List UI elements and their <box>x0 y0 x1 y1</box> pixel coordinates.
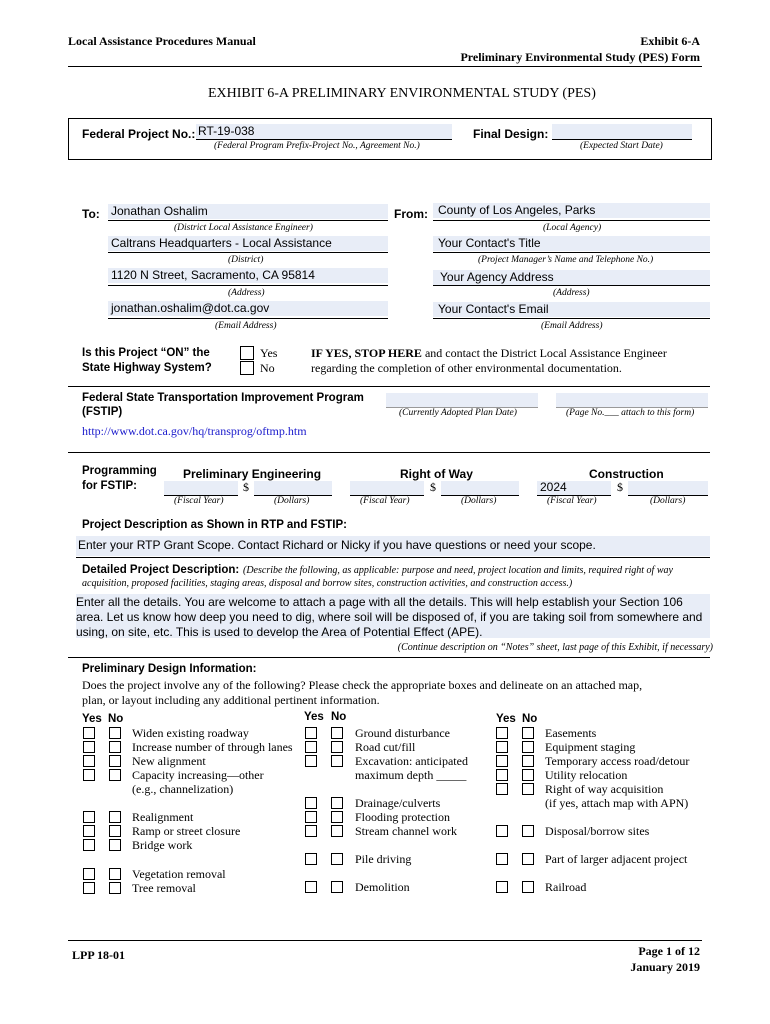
detailed-value: Enter all the details. You are welcome to attach a page with all the details. This will help establish your Section 106 area. Let us know how deep you need to dig, where soil will be disposed of, if you are taking soil from somewhere and using, on site, etc. This is used to develop the Area of Potential Effect (APE). <box>76 595 703 639</box>
shs-question-line2: State Highway System? <box>82 362 212 374</box>
final-design-field[interactable] <box>552 124 692 139</box>
to-name-caption: (District Local Assistance Engineer) <box>174 223 313 233</box>
design-question-line1: Does the project involve any of the following? Please check the appropriate boxes and delineate on an attached map, <box>82 678 643 692</box>
shs-yes-label: Yes <box>260 346 278 360</box>
equipment-staging-no-checkbox[interactable] <box>522 741 534 753</box>
ramp-closure-no-checkbox[interactable] <box>109 825 121 837</box>
row-fiscal-year-field[interactable] <box>350 481 424 495</box>
ground-disturbance-label: Ground disturbance <box>355 726 450 740</box>
easements-no-checkbox[interactable] <box>522 727 534 739</box>
design-question-line2: plan, or layout including any additional pertinent information. <box>82 693 380 707</box>
stream-channel-label: Stream channel work <box>355 824 457 838</box>
row-dollars-field[interactable] <box>441 481 519 495</box>
capacity-yes-checkbox[interactable] <box>83 769 95 781</box>
col1-no-header: No <box>108 713 124 725</box>
fstip-plan-date-field[interactable] <box>386 393 538 407</box>
from-address: Your Agency Address <box>440 270 554 284</box>
federal-project-label: Federal Project No.: <box>82 127 196 141</box>
pe-dollars-field[interactable] <box>254 481 332 495</box>
fstip-label-line2: (FSTIP) <box>82 406 123 418</box>
realignment-yes-checkbox[interactable] <box>83 811 95 823</box>
fstip-link[interactable]: http://www.dot.ca.gov/hq/transprog/oftmp.htm <box>82 424 307 438</box>
road-cut-yes-checkbox[interactable] <box>305 741 317 753</box>
col3-yes-header: Yes <box>496 713 516 725</box>
section-rule-3 <box>68 657 710 658</box>
final-design-label: Final Design: <box>473 127 549 141</box>
row-heading: Right of Way <box>400 467 473 481</box>
manual-title: Local Assistance Procedures Manual <box>68 34 256 48</box>
programming-label-line1: Programming <box>82 465 157 477</box>
vegetation-yes-checkbox[interactable] <box>83 868 95 880</box>
disposal-borrow-label: Disposal/borrow sites <box>545 824 650 838</box>
tree-removal-no-checkbox[interactable] <box>109 882 121 894</box>
demolition-yes-checkbox[interactable] <box>305 881 317 893</box>
fstip-plan-date-caption: (Currently Adopted Plan Date) <box>399 408 517 418</box>
footer-page: Page 1 of 12 <box>638 944 700 958</box>
programming-label-line2: for FSTIP: <box>82 480 137 492</box>
temp-access-yes-checkbox[interactable] <box>496 755 508 767</box>
pile-driving-label: Pile driving <box>355 852 412 866</box>
col3-no-header: No <box>522 713 538 725</box>
through-lanes-label: Increase number of through lanes <box>132 740 293 754</box>
shs-yes-checkbox[interactable] <box>240 346 254 360</box>
demolition-no-checkbox[interactable] <box>331 881 343 893</box>
larger-project-label: Part of larger adjacent project <box>545 852 688 866</box>
from-agency: County of Los Angeles, Parks <box>438 203 596 217</box>
shs-notice-line2: regarding the completion of other environmental documentation. <box>311 361 622 375</box>
detailed-instructions-line1: (Describe the following, as applicable: purpose and need, project location and limits, required right of way <box>243 565 673 576</box>
from-email-caption: (Email Address) <box>541 321 603 331</box>
footer-date: January 2019 <box>630 960 700 974</box>
col2-yes-header: Yes <box>304 711 324 723</box>
utility-relocation-yes-checkbox[interactable] <box>496 769 508 781</box>
to-district: Caltrans Headquarters - Local Assistance <box>111 236 332 250</box>
realignment-no-checkbox[interactable] <box>109 811 121 823</box>
shs-no-label: No <box>260 361 275 375</box>
easements-label: Easements <box>545 726 597 740</box>
from-email: Your Contact's Email <box>438 302 549 316</box>
new-alignment-yes-checkbox[interactable] <box>83 755 95 767</box>
realignment-label: Realignment <box>132 810 194 824</box>
form-title: Preliminary Environmental Study (PES) Form <box>460 50 700 64</box>
road-cut-label: Road cut/fill <box>355 740 416 754</box>
excavation-yes-checkbox[interactable] <box>305 755 317 767</box>
page-title: EXHIBIT 6-A PRELIMINARY ENVIRONMENTAL STUDY (PES) <box>208 86 596 101</box>
row-acquisition-yes-checkbox[interactable] <box>496 783 508 795</box>
from-contact: Your Contact's Title <box>438 236 541 250</box>
flooding-no-checkbox[interactable] <box>331 811 343 823</box>
capacity-label: Capacity increasing—other <box>132 768 264 782</box>
disposal-borrow-no-checkbox[interactable] <box>522 825 534 837</box>
rtp-heading: Project Description as Shown in RTP and FSTIP: <box>82 519 347 531</box>
detailed-continue-note: (Continue description on “Notes” sheet, last page of this Exhibit, if necessary) <box>397 642 713 653</box>
utility-relocation-label: Utility relocation <box>545 768 628 782</box>
flooding-yes-checkbox[interactable] <box>305 811 317 823</box>
equipment-staging-label: Equipment staging <box>545 740 636 754</box>
footer-rule <box>68 940 702 941</box>
con-fiscal-year-value: 2024 <box>540 480 567 494</box>
flooding-label: Flooding protection <box>355 810 450 824</box>
fstip-page-caption: (Page No.___ attach to this form) <box>566 408 695 418</box>
shs-notice <box>311 346 667 361</box>
stream-channel-no-checkbox[interactable] <box>331 825 343 837</box>
railroad-no-checkbox[interactable] <box>522 881 534 893</box>
row-dollar-sign: $ <box>430 480 436 494</box>
utility-relocation-no-checkbox[interactable] <box>522 769 534 781</box>
section-rule-1 <box>68 386 710 387</box>
detailed-heading: Detailed Project Description: <box>82 564 240 576</box>
temp-access-label: Temporary access road/detour <box>545 754 690 768</box>
ramp-closure-label: Ramp or street closure <box>132 824 241 838</box>
to-email: jonathan.oshalim@dot.ca.gov <box>111 301 270 315</box>
to-label: To: <box>82 207 100 221</box>
pe-dollar-sign: $ <box>243 480 249 494</box>
widen-roadway-yes-checkbox[interactable] <box>83 727 95 739</box>
shs-question-line1: Is this Project “ON” the <box>82 347 210 359</box>
pe-fiscal-year-caption: (Fiscal Year) <box>174 496 224 506</box>
detailed-instructions-line2: acquisition, proposed facilities, staging areas, disposal and borrow sites, construction activities, and construction access.) <box>82 578 573 589</box>
railroad-yes-checkbox[interactable] <box>496 881 508 893</box>
ramp-closure-yes-checkbox[interactable] <box>83 825 95 837</box>
row-acquisition-note: (if yes, attach map with APN) <box>545 796 689 810</box>
pe-heading: Preliminary Engineering <box>183 467 322 481</box>
final-design-caption: (Expected Start Date) <box>580 141 663 151</box>
demolition-label: Demolition <box>355 880 410 894</box>
new-alignment-no-checkbox[interactable] <box>109 755 121 767</box>
design-heading: Preliminary Design Information: <box>82 663 257 675</box>
con-dollars-field[interactable] <box>628 481 708 495</box>
to-district-caption: (District) <box>228 255 264 265</box>
row-dollars-caption: (Dollars) <box>461 496 497 506</box>
con-dollar-sign: $ <box>617 480 623 494</box>
from-label: From: <box>394 207 428 221</box>
shs-notice-bold: IF YES, STOP HERE <box>311 346 422 360</box>
shs-notice-rest: and contact the District Local Assistance Engineer <box>421 346 667 360</box>
widen-roadway-label: Widen existing roadway <box>132 726 249 740</box>
ground-disturbance-no-checkbox[interactable] <box>331 727 343 739</box>
through-lanes-yes-checkbox[interactable] <box>83 741 95 753</box>
pile-driving-no-checkbox[interactable] <box>331 853 343 865</box>
shs-no-checkbox[interactable] <box>240 361 254 375</box>
capacity-no-checkbox[interactable] <box>109 769 121 781</box>
con-dollars-caption: (Dollars) <box>650 496 686 506</box>
to-name: Jonathan Oshalim <box>111 204 208 218</box>
con-fiscal-year-caption: (Fiscal Year) <box>547 496 597 506</box>
drainage-yes-checkbox[interactable] <box>305 797 317 809</box>
ground-disturbance-yes-checkbox[interactable] <box>305 727 317 739</box>
larger-project-yes-checkbox[interactable] <box>496 853 508 865</box>
col2-no-header: No <box>331 711 347 723</box>
railroad-label: Railroad <box>545 880 587 894</box>
from-contact-caption: (Project Manager’s Name and Telephone No.) <box>478 255 654 265</box>
to-address: 1120 N Street, Sacramento, CA 95814 <box>111 268 315 282</box>
row-acquisition-no-checkbox[interactable] <box>522 783 534 795</box>
excavation-depth-label: maximum depth _____ <box>355 768 467 782</box>
excavation-label: Excavation: anticipated <box>355 754 468 768</box>
disposal-borrow-yes-checkbox[interactable] <box>496 825 508 837</box>
vegetation-no-checkbox[interactable] <box>109 868 121 880</box>
new-alignment-label: New alignment <box>132 754 206 768</box>
federal-project-value: RT-19-038 <box>198 124 255 138</box>
bridge-work-no-checkbox[interactable] <box>109 839 121 851</box>
rtp-value: Enter your RTP Grant Scope. Contact Richard or Nicky if you have questions or need your scope. <box>78 538 596 552</box>
col1-yes-header: Yes <box>82 713 102 725</box>
temp-access-no-checkbox[interactable] <box>522 755 534 767</box>
tree-removal-label: Tree removal <box>132 881 196 895</box>
drainage-label: Drainage/culverts <box>355 796 441 810</box>
bridge-work-label: Bridge work <box>132 838 193 852</box>
through-lanes-no-checkbox[interactable] <box>109 741 121 753</box>
exhibit-label: Exhibit 6-A <box>640 34 700 48</box>
bridge-work-yes-checkbox[interactable] <box>83 839 95 851</box>
pile-driving-yes-checkbox[interactable] <box>305 853 317 865</box>
excavation-no-checkbox[interactable] <box>331 755 343 767</box>
from-agency-caption: (Local Agency) <box>543 223 602 233</box>
federal-project-caption: (Federal Program Prefix-Project No., Agreement No.) <box>214 141 420 151</box>
section-rule-2 <box>68 452 710 453</box>
widen-roadway-no-checkbox[interactable] <box>109 727 121 739</box>
easements-yes-checkbox[interactable] <box>496 727 508 739</box>
tree-removal-yes-checkbox[interactable] <box>83 882 95 894</box>
fstip-label-line1: Federal State Transportation Improvement Program <box>82 392 364 404</box>
from-address-caption: (Address) <box>553 288 590 298</box>
to-address-caption: (Address) <box>228 288 265 298</box>
row-acquisition-label: Right of way acquisition <box>545 782 664 796</box>
stream-channel-yes-checkbox[interactable] <box>305 825 317 837</box>
equipment-staging-yes-checkbox[interactable] <box>496 741 508 753</box>
road-cut-no-checkbox[interactable] <box>331 741 343 753</box>
capacity-example-label: (e.g., channelization) <box>132 782 234 796</box>
row-fiscal-year-caption: (Fiscal Year) <box>360 496 410 506</box>
footer-code: LPP 18-01 <box>72 948 125 962</box>
vegetation-label: Vegetation removal <box>132 867 226 881</box>
drainage-no-checkbox[interactable] <box>331 797 343 809</box>
header-rule <box>68 66 702 67</box>
con-heading: Construction <box>589 467 664 481</box>
pe-dollars-caption: (Dollars) <box>274 496 310 506</box>
pe-fiscal-year-field[interactable] <box>164 481 238 495</box>
larger-project-no-checkbox[interactable] <box>522 853 534 865</box>
fstip-page-field[interactable] <box>556 393 708 407</box>
to-email-caption: (Email Address) <box>215 321 277 331</box>
